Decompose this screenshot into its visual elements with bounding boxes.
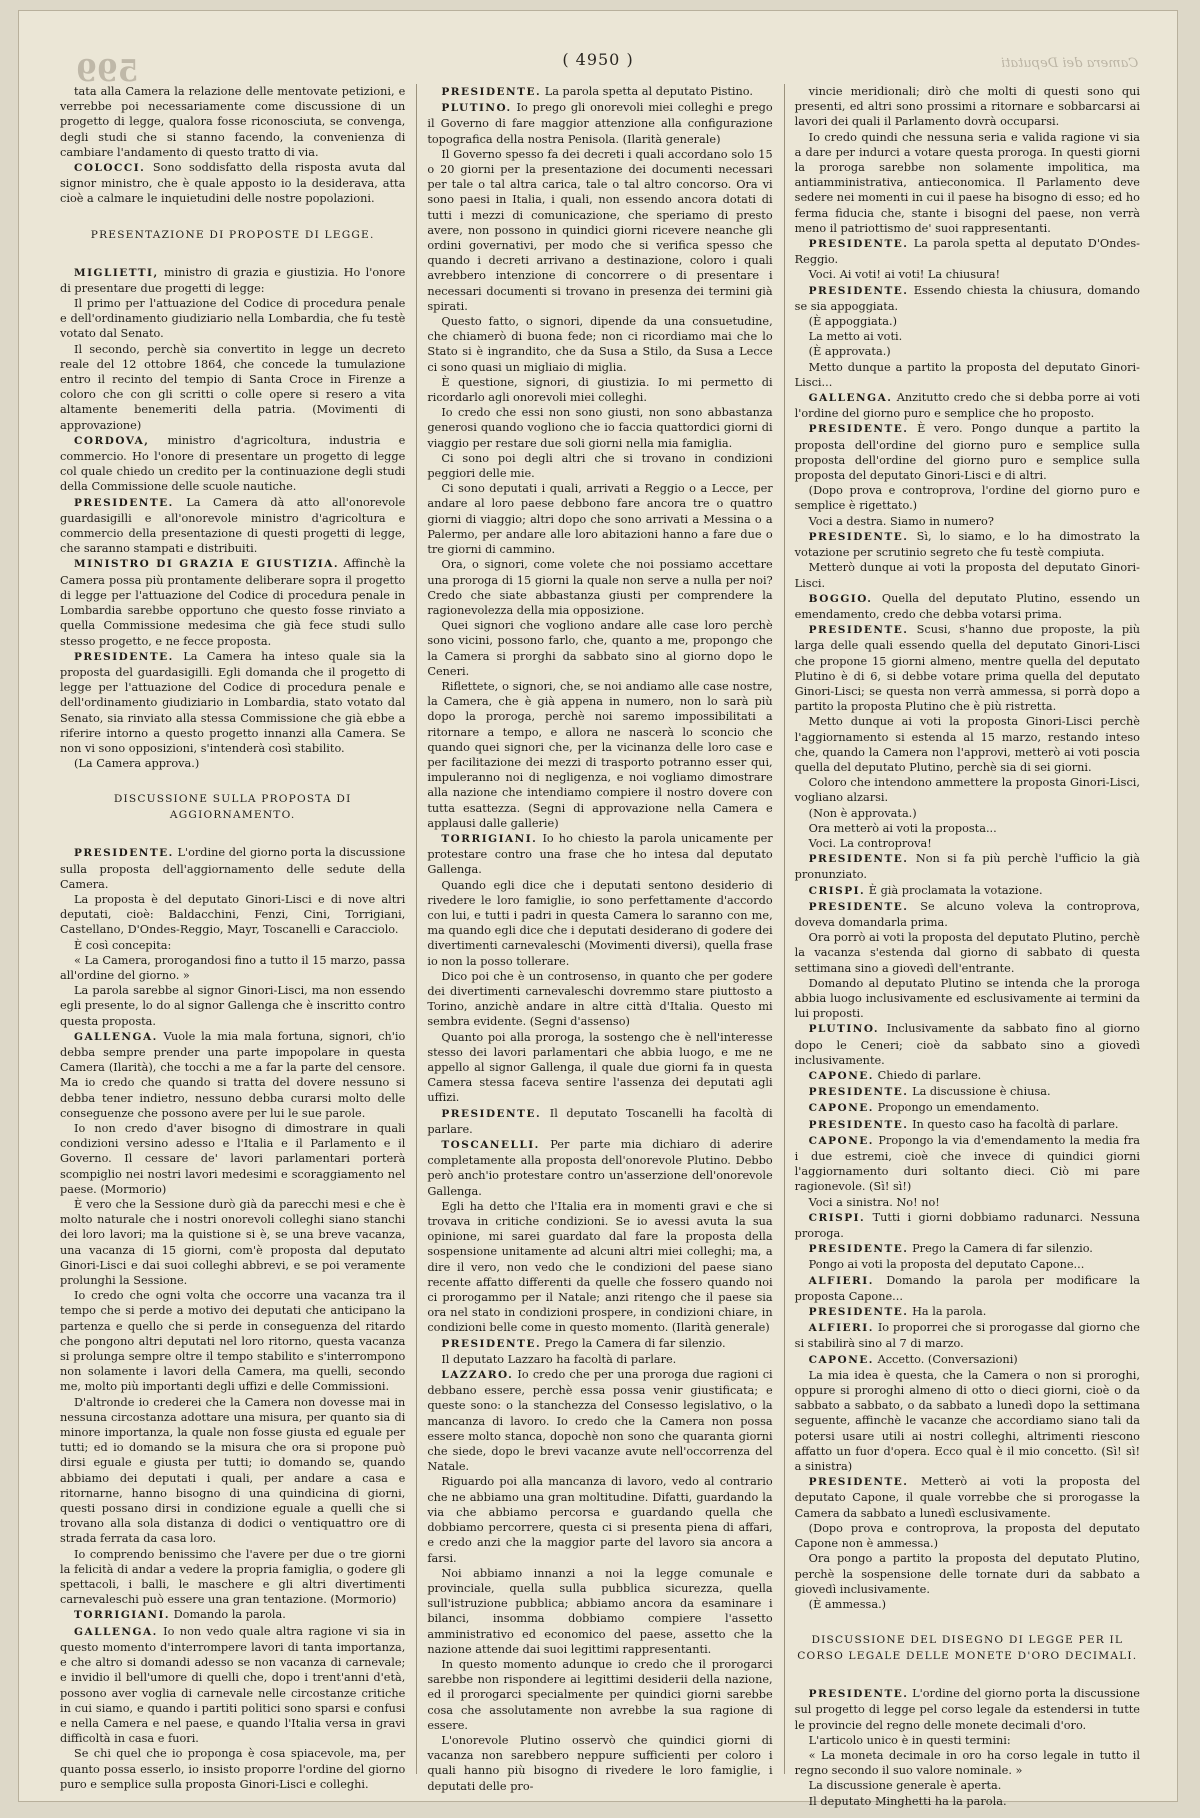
paragraph	[427, 1474, 772, 1565]
paragraph	[795, 514, 1140, 529]
paragraph-text: Egli ha detto che l'Italia era in momenti gravi e che si trovava in critiche condizioni. Se io avessi avuta la sua opinione, mi sarei guardato dal fare la proposta della sospensione unitamente ad alcuni altri miei colleghi; ma, a dire il vero, non vedo che le condizioni del paese siano recente affatto differenti da quelle che fossero quando noi ci prorogammo per il Natale; anzi ritengo che il paese sia ora nel stato in condizioni prospere, in condizioni chiare, in condizioni belle come in questo momento. (Ilarità generale)	[427, 1199, 773, 1335]
speaker-name: PRESIDENTE.	[808, 238, 909, 251]
speaker-name: CAPONE.	[808, 1102, 874, 1115]
paragraph-text: (È approvata.)	[808, 345, 891, 359]
paragraph-text: (Dopo prova e controprova, l'ordine del giorno puro e semplice è rigettato.)	[794, 484, 1140, 513]
paragraph-text: Domando la parola per modificare la proposta Capone...	[794, 1273, 1140, 1303]
speaker-name: PRESIDENTE.	[808, 284, 909, 297]
paragraph	[795, 1794, 1140, 1809]
speaker-name: CORDOVA,	[74, 434, 150, 447]
speaker-name: GALLENGA.	[808, 392, 893, 405]
speaker-name: PRESIDENTE.	[808, 1476, 909, 1489]
speaker-name: GALLENGA.	[74, 1030, 158, 1043]
paragraph-text: L'articolo unico è in questi termini:	[808, 1733, 1011, 1747]
paragraph	[60, 1547, 405, 1608]
paragraph-text: Io credo che ogni volta che occorre una vacanza tra il tempo che si perde a motivo dei deputati che anticipano la partenza e quello che si perde in conseguenza del ritardo che pongono altri deputati nel loro ritorno, questa vacanza si prolunga sempre oltre il tempo stabilito e s'interrompono non solamente i lavori della Camera, ma quelli, secondo me, molto più importanti degli uffizi e delle Commissioni.	[60, 1289, 406, 1394]
paragraph	[60, 495, 405, 557]
paragraph	[60, 1029, 405, 1121]
paragraph-text: Propongo un emendamento.	[877, 1101, 1040, 1115]
paragraph-text: Quanto poi alla proroga, la sostengo che è nell'interesse stesso dei lavori parlamentari che abbia luogo, e me ne appello al signor Gallenga, il quale due giorni fa in questa Camera stessa faceva sentire l'assenza dei deputati agli uffizi.	[427, 1030, 773, 1105]
paragraph-text: ministro d'agricoltura, industria e commercio. Ho l'onore di presentare un progetto di legge col quale chiedo un credito per la continuazione degli studi della Commissione delle scuole nautiche.	[60, 433, 406, 494]
paragraph	[427, 375, 772, 405]
paragraph-text: Domando la parola.	[173, 1608, 286, 1622]
paragraph-text: Ora pongo a partito la proposta del deputato Plutino, perchè la sospensione delle tornate duri da sabbato a giovedì inclusivamente.	[794, 1552, 1140, 1596]
paragraph	[795, 1100, 1140, 1116]
paragraph	[427, 451, 772, 481]
paragraph	[795, 529, 1140, 560]
paragraph-text: tata alla Camera la relazione delle mentovate petizioni, e verrebbe poi necessariamente come discussione di un progetto di legge, qualora fosse riconosciuta, se convenga, degli studi che si stanno facendo, la convenienza di cambiare l'andamento di questo tratto di via.	[60, 85, 406, 159]
paragraph	[795, 883, 1140, 899]
paragraph	[795, 1352, 1140, 1368]
column-1	[60, 84, 406, 1791]
paragraph	[427, 147, 772, 314]
paragraph	[795, 314, 1140, 329]
paragraph-text: La Camera dà atto all'onorevole guardasigilli e all'onorevole ministro d'agricoltura e commercio della presentazione di questi progetti di legge, che saranno stampati e distribuiti.	[60, 495, 406, 556]
paragraph-text: Voci. Ai voti! ai voti! La chiusura!	[808, 268, 1001, 282]
column-3	[794, 84, 1140, 1808]
paragraph-text: Voci a destra. Siamo in numero?	[808, 514, 994, 528]
paragraph	[60, 296, 405, 342]
paragraph	[427, 100, 772, 147]
paragraph	[795, 821, 1140, 836]
speaker-name: PRESIDENTE.	[808, 530, 909, 543]
bleed-through-running-title: Camera dei Deputati	[1000, 56, 1138, 71]
paragraph-text: Quando egli dice che i deputati sentono desiderio di rivedere le loro famiglie, io sono perfettamente d'accordo con lui, e tutti i padri in questa Camera lo saranno con me, ma quando egli dice che i deputati desiderano di godere dei divertimenti carnevaleschi (Movimenti diversi), quella frase io non la posso tollerare.	[427, 878, 773, 968]
paragraph	[427, 1733, 772, 1794]
paragraph-text: La parola sarebbe al signor Ginori-Lisci, ma non essendo egli presente, lo do al signor Gallenga che è inscritto contro questa proposta.	[60, 984, 406, 1028]
paragraph	[795, 1133, 1140, 1195]
paragraph	[60, 756, 405, 771]
paragraph	[795, 1084, 1140, 1100]
paragraph-text: Accetto. (Conversazioni)	[877, 1352, 1018, 1366]
speaker-name: PRESIDENTE.	[74, 650, 174, 663]
paragraph	[60, 1395, 405, 1547]
paragraph	[795, 421, 1140, 483]
paragraph-text: D'altronde io crederei che la Camera non dovesse mai in nessuna circostanza adottare una misura, per quanto sia di minore importanza, la quale non fosse giusta ed eguale per tutti; ed io domando se la misura che ora si propone può dirsi eguale e giusta per tutti; io domando se, quando abbiamo dei deputati i quali, per andare a casa e ritornarne, hanno bisogno di una quindicina di giorni, questi possano dirsi in condizione eguale a quelli che si trovano alla sola distanza di dodici o ventiquattro ore di strada ferrata da casa loro.	[60, 1395, 406, 1546]
speaker-name: CRISPI.	[808, 884, 866, 897]
paragraph-text: Domando al deputato Plutino se intenda che la proroga abbia luogo inclusivamente ed esclusivamente ai termini da lui proposti.	[794, 976, 1140, 1021]
paragraph-text: È questione, signori, di giustizia. Io mi permetto di ricordarlo agli onorevoli miei colleghi.	[427, 375, 773, 405]
paragraph-text: Noi abbiamo innanzi a noi la legge comunale e provinciale, quella sulla pubblica sicurezza, quella sull'istruzione pubblica; abbiamo ancora da esaminare i bilanci, insomma dobbiamo compiere l'assetto amministrativo ed economico del paese, assetto che la nazione attende dai suoi legittimi rappresentanti.	[427, 1566, 773, 1656]
paragraph	[60, 892, 405, 938]
paragraph-text: Io non vedo quale altra ragione vi sia in questo momento d'interrompere lavori di tanta importanza, e che altro si domandi adesso se non vacanza di carnevale; e invidio il bell'umore di quelli che, dopo i trent'anni d'età, possono aver voglia di carnevale nelle circostanze critiche in cui siamo, e quando i partiti politici sono sparsi e confusi e nella Camera e nel paese, e quando l'Italia versa in gravi difficoltà in casa e fuori.	[60, 1624, 406, 1746]
paragraph	[795, 360, 1140, 390]
speaker-name: PRESIDENTE.	[808, 1086, 909, 1099]
paragraph	[795, 1597, 1140, 1612]
speaker-name: ALFIERI.	[808, 1274, 874, 1287]
paragraph	[795, 1320, 1140, 1351]
paragraph	[60, 84, 405, 160]
paragraph	[795, 84, 1140, 130]
paragraph-text: La Camera ha inteso quale sia la proposta del guardasigilli. Egli domanda che il progetto di legge per l'attuazione del Codice di procedura penale e dell'ordinamento giudiziario in Lombardia, stato votato dal Senato, sia rinviato alla stessa Commissione che già ebbe a riferire intorno a questo progetto innanzi alla Camera. Se non vi sono opposizioni, s'intenderà così stabilito.	[60, 649, 406, 755]
paragraph	[60, 1121, 405, 1197]
paragraph	[795, 806, 1140, 821]
paragraph	[60, 1746, 405, 1792]
paragraph-text: Se chi quel che io proponga è cosa spiacevole, ma, per quanto possa esserlo, io insisto proporre l'ordine del giorno puro e semplice sulla proposta Ginori-Lisci e colleghi.	[60, 1747, 406, 1791]
paragraph	[795, 1733, 1140, 1748]
paragraph-text: Il Governo spesso fa dei decreti i quali accordano solo 15 o 20 giorni per la presentazione dei documenti necessari per tale o tal altra carica, tale o tal altro concorso. Ora vi sono paesi in Italia, i quali, non essendo ancora dotati di tutti i mezzi di comunicazione, che speriamo di presto avere, non possono in quindici giorni ricevere neanche gli ordini governativi, per modo che si verifica spesso che quando i decreti arrivano a destinazione, coloro i quali avrebbero intenzione di concorrere o di presentare i necessari documenti si trovano in presenza dei termini già spirati.	[427, 147, 773, 313]
paragraph	[60, 160, 405, 207]
paragraph	[795, 930, 1140, 976]
paragraph-text: Io credo che essi non sono giusti, non sono abbastanza generosi quando vogliono che io faccia quattordici giorni di viaggio per restare due soli giorni nella mia famiglia.	[427, 406, 773, 450]
paragraph	[795, 1304, 1140, 1320]
paragraph	[60, 1607, 405, 1623]
speaker-name: PRESIDENTE.	[808, 423, 909, 436]
paragraph-text: Io proporrei che si prorogasse dal giorno che si stabilirà sino al 7 di marzo.	[794, 1321, 1140, 1351]
paragraph-text: Sono soddisfatto della risposta avuta dal signor ministro, che è quale apposto io la desiderava, atta cioè a calmare le inquietudini delle nostre popolazioni.	[60, 161, 406, 206]
speaker-name: COLOCCI.	[74, 162, 146, 175]
paragraph-text: La parola spetta al deputato Pistino.	[544, 85, 753, 98]
paragraph	[427, 481, 772, 557]
speaker-name: PRESIDENTE.	[441, 1337, 542, 1350]
paragraph	[427, 405, 772, 451]
paragraph	[427, 1199, 772, 1336]
paragraph-text: Il secondo, perchè sia convertito in legge un decreto reale del 12 ottobre 1864, che concede la tumulazione entro il recinto del tempio di Santa Croce in Firenze a coloro che con gli scritti o colle opere si resero a vita altamente benemeriti della patria. (Movimenti di approvazione)	[60, 342, 406, 432]
paragraph	[795, 236, 1140, 267]
paragraph	[795, 1195, 1140, 1210]
paragraph-text: Sì, lo siamo, e lo ha dimostrato la votazione per scrutinio segreto che fu testè compiuta.	[794, 529, 1140, 560]
paragraph	[60, 845, 405, 892]
page-header	[18, 44, 1178, 89]
paragraph-text: « La moneta decimale in oro ha corso legale in tutto il regno secondo il suo valore nominale. »	[794, 1748, 1140, 1778]
paragraph-text: Essendo chiesta la chiusura, domando se sia appoggiata.	[794, 283, 1140, 313]
text-columns	[60, 84, 1140, 1808]
paragraph-text: Il deputato Lazzaro ha facoltà di parlare.	[441, 1352, 677, 1366]
speaker-name: CAPONE.	[808, 1070, 874, 1082]
speaker-name: PLUTINO.	[441, 102, 512, 115]
column-2	[427, 84, 773, 1793]
paragraph	[795, 1521, 1140, 1551]
paragraph	[427, 84, 772, 100]
paragraph-text: Affinchè la Camera possa più prontamente deliberare sopra il progetto di legge per l'attuazione del Codice di procedura penale in Lombardia sarebbe opportuno che questo fosse rinviato a quella Commissione medesima che già fece studi sullo stesso progetto, e ne fecce proposta.	[60, 557, 406, 648]
paragraph-text: Ci sono deputati i quali, arrivati a Reggio o a Lecce, per andare al loro paese debbono fare ancora tre o quattro giorni di viaggio; altri dopo che sono arrivati a Messina o a Palermo, per andare alle loro abitazioni hanno a fare due o tre giorni di cammino.	[427, 482, 773, 557]
paragraph-text: Propongo la via d'emendamento la media fra i due estremi, cioè che invece di quindici giorni l'aggiornamento duri soltanto dieci. Ciò mi pare ragionevole. (Sì! sì!)	[794, 1133, 1140, 1194]
paragraph	[795, 267, 1140, 282]
paragraph-text: (La Camera approva.)	[74, 757, 200, 771]
paragraph-text: Io non credo d'aver bisogno di dimostrare in quali condizioni versino adesso e l'Italia e il Parlamento e il Governo. Il cessare de' lavori parlamentari porterà scompiglio nei nostri lavori medesimi e scoraggiamento nel paese. (Mormorio)	[60, 1121, 406, 1196]
paragraph	[795, 1778, 1140, 1793]
paragraph	[795, 344, 1140, 359]
section-heading: DISCUSSIONE SULLA PROPOSTA DI AGGIORNAMENTO.	[113, 793, 352, 822]
speaker-name: MIGLIETTI,	[74, 266, 159, 279]
paragraph-text: Tutti i giorni dobbiamo radunarci. Nessuna proroga.	[794, 1210, 1140, 1241]
paragraph	[795, 851, 1140, 882]
paragraph-text: La mia idea è questa, che la Camera o non si proroghi, oppure si proroghi almeno di otto o dieci giorni, cioè o da sabbato a sabbato, o da sabbato a lunedì dopo la settimana seguente, affinchè le vacanze che accordiamo siano tali da potersi usare utili ai nostri colleghi, altrimenti riescono affatto un fuor d'opera. Ecco qual è il mio concetto. (Sì! sì! a sinistra)	[794, 1368, 1140, 1474]
paragraph-text: Ora, o signori, come volete che noi possiamo accettare una proroga di 15 giorni la quale non serve a nulla per noi? Credo che siate abbastanza giusti per comprendere la ragionevolezza della mia opposizione.	[427, 558, 773, 617]
paragraph	[60, 342, 405, 433]
paragraph-text: Non si fa più perchè l'ufficio la già pronunziato.	[794, 852, 1140, 882]
paragraph	[427, 1106, 772, 1137]
paragraph	[60, 1288, 405, 1394]
paragraph	[795, 976, 1140, 1022]
paragraph	[795, 622, 1140, 714]
paragraph-text: Metterò dunque ai voti la proposta del deputato Ginori-Lisci.	[794, 561, 1140, 590]
paragraph-text: Coloro che intendono ammettere la proposta Ginori-Lisci, vogliano alzarsi.	[794, 776, 1140, 805]
paragraph-text: Riguardo poi alla mancanza di lavoro, vedo al contrario che ne abbiamo una gran moltitudine. Difatti, guardando la via che abbiamo percorsa e guardando quella che dobbiamo percorrere, questa ci si presenta piena di affari, e credo anzi che la maggior parte del lavoro sia ancora a farsi.	[427, 1475, 773, 1565]
speaker-name: PRESIDENTE.	[74, 847, 174, 860]
paragraph	[60, 1197, 405, 1288]
paragraph-text: Metto dunque a partito la proposta del deputato Ginori-Lisci...	[794, 360, 1140, 389]
paragraph-text: Io credo che per una proroga due ragioni ci debbano essere, perchè essa possa venir giustificata; e queste sono: o la stanchezza del Consesso legislativo, o la mancanza di lavoro. Io credo che la Camera non possa essere molto stanca, dopochè non sono che quaranta giorni che siede, dopo le brevi vacanze avute nell'occorrenza del Natale.	[427, 1368, 773, 1474]
section-heading: PRESENTAZIONE DI PROPOSTE DI LEGGE.	[90, 228, 375, 241]
newspaper-page	[18, 10, 1178, 1808]
paragraph	[60, 953, 405, 983]
paragraph-text: È vero che la Sessione durò già da parecchi mesi e che è molto naturale che i nostri onorevoli colleghi siano stanchi dei loro lavori; ma la quistione si è, se una breve vacanza, una vacanza di 15 giorni, com'è proposta dal deputato Ginori-Lisci e dai suoi colleghi abbrevi, e se poi veramente prolunghi la Sessione.	[60, 1198, 406, 1288]
paragraph	[60, 433, 405, 495]
speaker-name: PRESIDENTE.	[808, 900, 909, 913]
speaker-name: PRESIDENTE.	[441, 1107, 542, 1120]
paragraph-text: La discussione generale è aperta.	[808, 1779, 1002, 1793]
paragraph-text: In questo momento adunque io credo che il prorogarci sarebbe non rispondere ai legittimi desiderii della nazione, ed il prorogarci specialmente per quindici giorni sarebbe cosa che assolutamente non avrebbe la sua ragione di essere.	[427, 1657, 773, 1732]
paragraph-text: (È appoggiata.)	[808, 315, 897, 329]
paragraph	[427, 831, 772, 878]
paragraph	[60, 556, 405, 648]
speaker-name: PRESIDENTE.	[808, 853, 909, 866]
paragraph-text: Ora porrò ai voti la proposta del deputato Plutino, perchè la vacanza s'estenda dal giorno di sabbato di questa settimana sino a giovedì dell'entrante.	[794, 931, 1140, 975]
paragraph	[60, 649, 405, 756]
paragraph	[795, 1068, 1140, 1084]
paragraph	[795, 714, 1140, 775]
paragraph	[795, 560, 1140, 590]
paragraph	[427, 1367, 772, 1474]
page-number: ( 4950 )	[562, 50, 634, 69]
paragraph-text: Vuole la mia mala fortuna, signori, ch'io debba sempre prender una parte impopolare in questa Camera (Ilarità), che tocchi a me a far la parte del censore. Ma io credo che quando si tratta del dovere nessuno si debba tener indietro, nessuno debba curarsi molto delle conseguenze che possono avere per lui le sue parole.	[60, 1029, 406, 1120]
paragraph	[795, 1686, 1140, 1733]
speaker-name: CRISPI.	[808, 1211, 866, 1224]
paragraph-text: Metto dunque ai voti la proposta Ginori-Lisci perchè l'aggiornamento si estenda al 15 marzo, restando inteso che, quando la Camera non l'approvi, metterò ai voti poscia quella del deputato Plutino, perchè sia di sei giorni.	[794, 715, 1140, 774]
speaker-name: PRESIDENTE.	[808, 1118, 909, 1131]
paragraph	[795, 1273, 1140, 1304]
paragraph-text: Io prego gli onorevoli miei colleghi e prego il Governo di fare maggior attenzione alla configurazione topografica della nostra Penisola. (Ilarità generale)	[427, 101, 773, 146]
speaker-name: TOSCANELLI.	[441, 1139, 540, 1152]
paragraph-text: Prego la Camera di far silenzio.	[912, 1242, 1093, 1256]
speaker-name: PRESIDENTE.	[808, 624, 909, 637]
speaker-name: TORRIGIANI.	[441, 832, 538, 845]
paragraph-text: Se alcuno voleva la controprova, doveva domandarla prima.	[794, 899, 1140, 929]
paragraph-text: L'ordine del giorno porta la discussione sul progetto di legge pel corso legale da estendersi in tutte le provincie del regno delle monete decimali d'oro.	[794, 1687, 1140, 1732]
paragraph-text: La proposta è del deputato Ginori-Lisci e di nove altri deputati, cioè: Baldacchini, Fenzi, Cini, Torrigiani, Castellano, D'Ondes-Reggio, Mayr, Toscanelli e Caracciolo.	[60, 892, 406, 937]
speaker-name: PRESIDENTE.	[808, 1688, 909, 1701]
paragraph-text: Io ho chiesto la parola unicamente per protestare contro una frase che ho intesa dal deputato Gallenga.	[427, 831, 773, 877]
paragraph-text: (Non è approvata.)	[808, 806, 917, 820]
paragraph	[795, 1241, 1140, 1257]
paragraph-text: Ha la parola.	[912, 1305, 987, 1319]
paragraph-text: Scusi, s'hanno due proposte, la più larga delle quali essendo quella del deputato Ginori-Lisci che propone 15 giorni almeno, mentre quella del deputato Plutino è di 6, si debbe votare prima quella del deputato Ginori-Lisci; se questa non verrà ammessa, si porrà dopo a partito la proposta Plutino che è più ristretta.	[794, 623, 1140, 714]
paragraph-text: ministro di grazia e giustizia. Ho l'onore di presentare due progetti di legge:	[60, 265, 406, 295]
paragraph-text: Inclusivamente da sabbato fino al giorno dopo le Ceneri; cioè da sabbato sino a giovedì inclusivamente.	[794, 1022, 1140, 1067]
paragraph-text: L'ordine del giorno porta la discussione sulla proposta dell'aggiornamento delle sedute della Camera.	[60, 846, 406, 891]
paragraph	[795, 1474, 1140, 1521]
paragraph	[427, 1566, 772, 1657]
paragraph	[795, 591, 1140, 622]
speaker-name: MINISTRO DI GRAZIA E GIUSTIZIA.	[74, 558, 339, 571]
paragraph-text: Anzitutto credo che si debba porre ai voti l'ordine del giorno puro e semplice che ho proposto.	[794, 391, 1140, 421]
paragraph-text: Ora metterò ai voti la proposta...	[808, 821, 997, 835]
paragraph	[427, 1657, 772, 1733]
paragraph-text: (Dopo prova e controprova, la proposta del deputato Capone non è ammessa.)	[794, 1521, 1140, 1551]
paragraph	[427, 878, 772, 969]
paragraph-text: Chiedo di parlare.	[877, 1069, 982, 1082]
paragraph	[795, 390, 1140, 421]
paragraph	[795, 483, 1140, 513]
paragraph-text: In questo caso ha facoltà di parlare.	[912, 1117, 1119, 1131]
paragraph	[60, 983, 405, 1029]
paragraph-text: Ci sono poi degli altri che si trovano in condizioni peggiori delle mie.	[427, 451, 773, 481]
paragraph	[795, 283, 1140, 314]
speaker-name: PRESIDENTE.	[74, 496, 174, 509]
paragraph	[795, 775, 1140, 805]
paragraph-text: Io comprendo benissimo che l'avere per due o tre giorni la felicità di andar a vedere la propria famiglia, o godere gli spettacoli, i balli, le maschere e gli altri divertimenti carnevaleschi può essere una gran tentazione. (Mormorio)	[60, 1547, 406, 1607]
paragraph-text: Questo fatto, o signori, dipende da una consuetudine, che chiamerò di buona fede; non ci ricordiamo mai che lo Stato si è ingrandito, che da Susa a Stilo, da Susa a Lecce ci sono quasi un migliaio di miglia.	[427, 315, 773, 374]
paragraph	[427, 969, 772, 1030]
paragraph-text: Il deputato Toscanelli ha facoltà di parlare.	[427, 1106, 773, 1136]
paragraph	[795, 1748, 1140, 1778]
speaker-name: TORRIGIANI.	[74, 1609, 171, 1622]
paragraph	[795, 329, 1140, 344]
speaker-name: CAPONE.	[808, 1134, 874, 1147]
paragraph	[427, 1030, 772, 1106]
paragraph	[60, 938, 405, 953]
paragraph-text: Il primo per l'attuazione del Codice di procedura penale e dell'ordinamento giudiziario nella Lombardia, che fu testè votato dal Senato.	[60, 297, 406, 341]
bleed-through-page-number: 599	[76, 54, 139, 89]
paragraph	[795, 1117, 1140, 1133]
speaker-name: CAPONE.	[808, 1353, 874, 1366]
paragraph	[427, 314, 772, 375]
paragraph-text: Prego la Camera di far silenzio.	[544, 1336, 726, 1350]
speaker-name: PRESIDENTE.	[808, 1243, 909, 1256]
speaker-name: BOGGIO.	[808, 592, 873, 605]
paragraph	[795, 899, 1140, 930]
paragraph-text: Riflettete, o signori, che, se noi andiamo alle case nostre, la Camera, che è già appena in numero, non lo sarà più dopo la proroga, perchè noi saremo impossibilitati a ritornare a tempo, e allora ne nascerà lo sconcio che quando quei signori che, per la vicinanza delle loro case e per facilitazione dei mezzi di trasporto potranno esser qui, impuleranno noi di negligenza, e noi vogliamo dimostrare alla nazione che intendiamo compiere il nostro dovere con tutta esattezza. (Segni di approvazione nella Camera e applausi dalle gallerie)	[427, 679, 773, 830]
paragraph-text: Dico poi che è un controsenso, in quanto che per godere dei divertimenti carnevaleschi dovremmo stare piuttosto a Torino, anzichè andare in altre città d'Italia. Questo mi sembra evidente. (Segni d'assenso)	[427, 969, 773, 1029]
paragraph-text: La discussione è chiusa.	[912, 1085, 1051, 1099]
paragraph-text: La parola spetta al deputato D'Ondes-Reggio.	[794, 237, 1140, 267]
paragraph	[60, 265, 405, 296]
paragraph	[795, 1551, 1140, 1597]
speaker-name: ALFIERI.	[808, 1322, 874, 1335]
paragraph	[795, 1257, 1140, 1272]
speaker-name: LAZZARO.	[441, 1369, 514, 1382]
paragraph	[795, 1210, 1140, 1241]
speaker-name: PLUTINO.	[808, 1023, 880, 1036]
paragraph-text: È già proclamata la votazione.	[868, 883, 1043, 897]
paragraph	[427, 557, 772, 618]
paragraph-text: La metto ai voti.	[808, 330, 903, 344]
paragraph-text: Pongo ai voti la proposta del deputato Capone...	[808, 1258, 1085, 1272]
paragraph	[427, 679, 772, 831]
paragraph	[795, 836, 1140, 851]
section-heading: DISCUSSIONE DEL DISEGNO DI LEGGE PER IL CORSO LEGALE DELLE MONETE D'ORO DECIMALI.	[797, 1634, 1138, 1663]
paragraph	[427, 618, 772, 679]
paragraph-text: Quei signori che vogliono andare alle case loro perchè sono vicini, possono farlo, che, quanto a me, propongo che la Camera si prorghi da sabbato sino al giorno dopo le Ceneri.	[427, 619, 773, 678]
paragraph-text: Io credo quindi che nessuna seria e valida ragione vi sia a dare per indurci a votare questa proroga. In questi giorni la proroga sarebbe non solamente impolitica, ma antiamministrativa, antieconomica. Il Parlamento deve sedere nei momenti in cui il paese ha bisogno di esso; ed ho ferma fiducia che, stante i bisogni del paese, non verrà meno il patriottismo de' suoi rappresentanti.	[794, 130, 1140, 235]
paragraph-text: L'onorevole Plutino osservò che quindici giorni di vacanza non sarebbero neppure sufficienti per coloro i quali hanno più bisogno di rivedere le loro famiglie, i deputati delle pro-	[427, 1733, 773, 1793]
paragraph	[795, 1021, 1140, 1068]
paragraph	[795, 130, 1140, 236]
paragraph-text: Per parte mia dichiaro di aderire completamente alla proposta dell'onorevole Plutino. Debbo però anch'io protestare contro un'asserzione dell'onorevole Gallenga.	[427, 1138, 773, 1198]
speaker-name: GALLENGA.	[74, 1625, 158, 1638]
paragraph-text: vincie meridionali; dirò che molti di questi sono qui presenti, ed altri sono prossimi a ritornare e sobbarcarsi ai lavori dei quali il Parlamento dovrà occuparsi.	[794, 85, 1140, 129]
paragraph	[427, 1336, 772, 1352]
paragraph-text: Quella del deputato Plutino, essendo un emendamento, credo che debba votarsi prima.	[794, 591, 1140, 621]
paragraph-text: Voci. La controprova!	[808, 836, 932, 850]
paragraph-text: Metterò ai voti la proposta del deputato Capone, il quale vorrebbe che si prorogasse la Camera da sabbato a lunedì esclusivamente.	[794, 1475, 1140, 1520]
paragraph-text: È vero. Pongo dunque a partito la proposta dell'ordine del giorno puro e semplice sulla proposta dell'ordine del giorno puro e semplice sulla proposta del deputato Ginori-Lisci e di altri.	[794, 422, 1140, 483]
paragraph-text: (È ammessa.)	[808, 1597, 887, 1611]
paragraph	[427, 1137, 772, 1199]
speaker-name: PRESIDENTE.	[441, 86, 542, 98]
paragraph	[795, 1368, 1140, 1474]
paragraph-text: Voci a sinistra. No! no!	[808, 1195, 940, 1209]
paragraph	[427, 1352, 772, 1367]
speaker-name: PRESIDENTE.	[808, 1306, 909, 1319]
paragraph-text: È così concepita:	[74, 938, 172, 952]
paragraph-text: Il deputato Minghetti ha la parola.	[808, 1794, 1007, 1808]
paragraph-text: « La Camera, prorogandosi fino a tutto il 15 marzo, passa all'ordine del giorno. »	[60, 953, 406, 982]
paragraph	[60, 1624, 405, 1747]
